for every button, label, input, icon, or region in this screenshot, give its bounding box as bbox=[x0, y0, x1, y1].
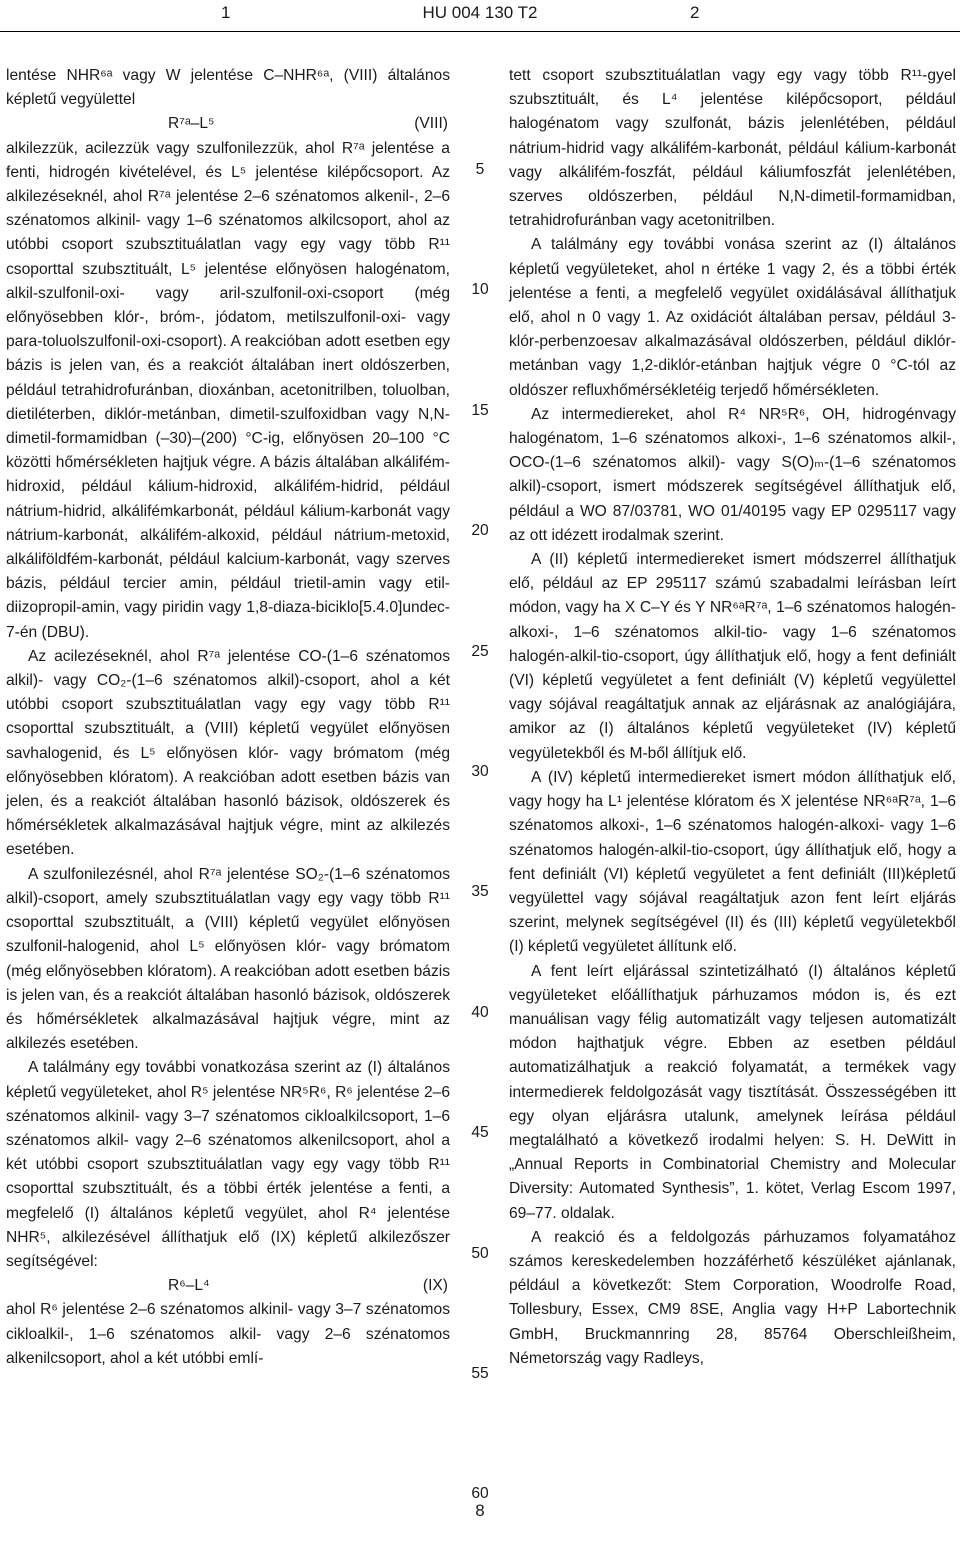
formula-viii-number: (VIII) bbox=[414, 115, 448, 133]
left-paragraph-1: lentése NHR⁶ᵃ vagy W jelentése C–NHR⁶ᵃ, (VIII) általános képletű vegyülettel bbox=[6, 67, 450, 109]
right-paragraph-6: A fent leírt eljárással szintetizálható (I) általános képletű vegyületeket előállíthatjuk párhuzamos módon is, és ezt manuálisan vagy félig automatizált vagy teljesen automatizált módon hajthatjuk végre. Ebben az esetben például automatizálhatjuk a reakció folyamatát, a termékek vagy intermedierek feldolgozását vagy tisztítását. Összességében itt egy olyan eljárásra utalunk, amelynek leírása például megtalálható a következő irodalmi helyen: S. H. DeWitt in „Annual Reports in Combinatorial Chemistry and Molecular Diversity: Automated Synthesis”, 1. kötet, Verlag Escom 1997, 69–77. oldalak. bbox=[509, 962, 956, 1222]
line-number: 50 bbox=[471, 1244, 489, 1262]
line-number: 30 bbox=[471, 763, 489, 780]
left-paragraph-5: A találmány egy további vonatkozása szerint az (I) általános képletű vegyületeket, ahol R⁵ jelentése NR⁵R⁶, R⁶ jelentése 2–6 szénatomos alkinil- vagy 3–7 szénatomos cikloalkilcsoport, 1–6 szénatomos alkil- vagy 2–6 szénatomos alkenilcsoport, ahol a két utóbbi csoport szubsztituálatlan vagy egy vagy több R¹¹ csoporttal szubsztituált, és a többi érték jelentése a fenti, a megfelelő (I) általános képletű vegyület, ahol R⁴ jelentése NHR⁵, alkilezésével állíthatjuk elő (IX) képletű alkilezőszer segítségével: bbox=[6, 1059, 450, 1270]
left-column bbox=[6, 64, 450, 1371]
right-column bbox=[509, 64, 956, 1371]
line-number: 15 bbox=[471, 401, 489, 419]
line-number: 60 bbox=[471, 1485, 489, 1503]
line-number: 55 bbox=[471, 1365, 489, 1382]
line-number: 35 bbox=[471, 883, 489, 901]
right-paragraph-3: Az intermediereket, ahol R⁴ NR⁵R⁶, OH, hidrogénvagy halogénatom, 1–6 szénatomos alkoxi-, 1–6 szénatomos alkil-, OCO-(1–6 szénatomos alkil)- vagy S(O)ₘ-(1–6 szénatomos alkil)-csoport, ismert módszerek segítségével állíthatjuk elő, például a WO 87/03781, WO 01/40195 vagy EP 0295117 vagy az ott idézett irodalmak szerint. bbox=[509, 405, 956, 544]
document-title: HU 004 130 T2 bbox=[422, 3, 538, 22]
formula-ix-number: (IX) bbox=[422, 1277, 448, 1295]
left-paragraph-2: alkilezzük, acilezzük vagy szulfonilezzük, ahol R⁷ᵃ jelentése a fenti, hidrogén kivételével, és L⁵ jelentése kilépőcsoport. Az alkilezéseknél, ahol R⁷ᵃ jelentése 2–6 szénatomos alkenil-, 2–6 szénatomos alkinil- vagy 1–6 szénatomos alkilcsoport, ahol az utóbbi csoport szubsztituálatlan vagy egy vagy több R¹¹ csoporttal szubsztituált, L⁵ jelentése előnyösen halogénatom, alkil-szulfonil-oxi- vagy aril-szulfonil-oxi-csoport (még előnyösebben klór-, bróm-, jódatom, metilszulfonil-oxi- vagy para-toluolszulfonil-oxi-csoport). A reakcióban adott esetben egy bázis is jelen van, és a reakciót általában inert oldószerben, például tetrahidrofuránban, dioxánban, acetonitrilben, toluolban, dietiléterben, diklór-metánban, dimetil-szulfoxidban vagy N,N-dimetil-formamidban (–30)–(200) °C-ig, előnyösen 20–100 °C közötti hőmérsékleten hajtjuk végre. A bázis általában alkálifém-hidroxid, például kálium-hidroxid, alkálifém-hidrid, például nátrium-hidrid, alkálifémkarbonát, például kálium-karbonát vagy nátrium-karbonát, alkálifém-alkoxid, például nátrium-metoxid, alkáliföldfém-karbonát, például kalcium-karbonát, vagy szerves bázis, például tercier amin, például trietil-amin vagy etil-diizopropil-amin, vagy piridin vagy 1,8-diaza-biciklo[5.4.0]undec-7-én (DBU). bbox=[6, 139, 450, 641]
right-page-number: 2 bbox=[690, 3, 700, 22]
header-rule bbox=[0, 31, 960, 32]
line-number: 10 bbox=[471, 281, 489, 299]
left-paragraph-3: Az acilezéseknél, ahol R⁷ᵃ jelentése CO-(1–6 szénatomos alkil)- vagy CO₂-(1–6 szénatomos alkil)-csoport, ahol a két utóbbi csoport szubsztituálatlan vagy egy vagy több R¹¹ csoporttal szubsztituált, a (VIII) képletű vegyület előnyösen savhalogenid, és L⁵ előnyösen klór- vagy brómatom (még előnyösebben klóratom). A reakcióban adott esetben bázis van jelen, és a reakciót általában hasonló bázisok, oldószerek és hőmérsékletek alkalmazásával hajtjuk végre, mint az alkilezés esetében. bbox=[6, 647, 450, 859]
left-page-number: 1 bbox=[221, 3, 231, 22]
left-paragraph-6: ahol R⁶ jelentése 2–6 szénatomos alkinil- vagy 3–7 szénatomos cikloalkil-, 1–6 szénatomos alkil- vagy 2–6 szénatomos alkenilcsoport, ahol a két utóbbi emlí- bbox=[6, 1301, 450, 1367]
formula-ix bbox=[6, 1274, 450, 1298]
line-number: 25 bbox=[471, 642, 489, 660]
line-number: 20 bbox=[471, 522, 489, 540]
right-paragraph-1: tett csoport szubsztituálatlan vagy egy vagy több R¹¹-gyel szubsztituált, és L⁴ jelentése kilépőcsoport, például halogénatom vagy szulfonát, bázis jelenlétében, például nátrium-hidrid vagy alkálifém-karbonát, például kálium-karbonát vagy alkálifém-foszfát, például káliumfoszfát jelenlétében, szerves oldószerben, például N,N-dimetil-formamidban, tetrahidrofuránban vagy acetonitrilben. bbox=[509, 67, 956, 230]
formula-viii bbox=[6, 112, 450, 136]
line-number: 5 bbox=[475, 161, 485, 178]
left-paragraph-4: A szulfonilezésnél, ahol R⁷ᵃ jelentése SO₂-(1–6 szénatomos alkil)-csoport, amely szubsztituálatlan vagy egy vagy több R¹¹ csoporttal szubsztituált, a (VIII) képletű vegyület előnyösen szulfonil-halogenid, ahol L⁵ előnyösen klór- vagy brómatom (még előnyösebben klóratom). A reakcióban adott esetben bázis is jelen van, és a reakciót általában hasonló bázisok, oldószerek és hőmérsékletek alkalmazásával hajtjuk végre, mint az alkilezés esetében. bbox=[6, 865, 450, 1053]
formula-viii-text: R⁷ᵃ–L⁵ bbox=[168, 115, 215, 133]
right-paragraph-7: A reakció és a feldolgozás párhuzamos folyamatához számos kereskedelemben hozzáférhető készüléket ajánlanak, például a következőt: Stem Corporation, Woodrolfe Road, Tollesbury, Essex, CM9 8SE, Anglia vagy H+P Labortechnik GmbH, Bruckmannring 28, 85764 Oberschleißheim, Németország vagy Radleys, bbox=[509, 1228, 956, 1367]
formula-ix-text: R⁶–L⁴ bbox=[168, 1277, 210, 1295]
footer-page-number: 8 bbox=[475, 1501, 485, 1520]
right-paragraph-5: A (IV) képletű intermediereket ismert módon állíthatjuk elő, vagy hogy ha L¹ jelentése klóratom és X jelentése NR⁶ᵃR⁷ᵃ, 1–6 szénatomos alkoxi-, 1–6 szénatomos halogén-alkoxi- vagy 1–6 szénatomos halogén-alkil-tio-csoport, úgy állíthatjuk elő, hogy a fent definiált (VI) képletű vegyületet a fent definiált (III)képletű vegyülettel vagy sójával reagáltatjuk azon fent leírt eljárás szerint, melynek segítségével (II) és (III) képletű vegyületekből (I) képletű vegyületet állítunk elő. bbox=[509, 768, 956, 956]
right-paragraph-4: A (II) képletű intermediereket ismert módszerrel állíthatjuk elő, például az EP 295117 számú szabadalmi leírásban leírt módon, vagy ha X C–Y és Y NR⁶ᵃR⁷ᵃ, 1–6 szénatomos halogén-alkoxi-, 1–6 szénatomos alkil-tio- vagy 1–6 szénatomos halogén-alkil-tio-csoport, úgy állíthatjuk elő, hogy a fent definiált (VI) képletű vegyületet a fent definiált (V) képletű vegyülettel vagy sójával reagáltatjuk annak az eljárásnak az analógiájára, amikor az (I) általános képletű vegyületeket (IV) képletű vegyületekből és M-ből állítjuk elő. bbox=[509, 551, 956, 762]
line-number: 40 bbox=[471, 1003, 489, 1021]
right-paragraph-2: A találmány egy további vonása szerint az (I) általános képletű vegyületeket, ahol n értéke 1 vagy 2, és a többi érték jelentése a fenti, a megfelelő vegyület oxidálásával állíthatjuk elő, ahol n 0 vagy 1. Az oxidációt általában persav, például 3-klór-perbenzoesav alkalmazásával oldószerben, például diklór-metánban vagy 1,2-diklór-etánban hajtjuk végre 0 °C-tól az oldószer refluxhőmérsékletéig terjedő hőmérsékleten. bbox=[509, 236, 956, 399]
line-number: 45 bbox=[471, 1124, 489, 1142]
